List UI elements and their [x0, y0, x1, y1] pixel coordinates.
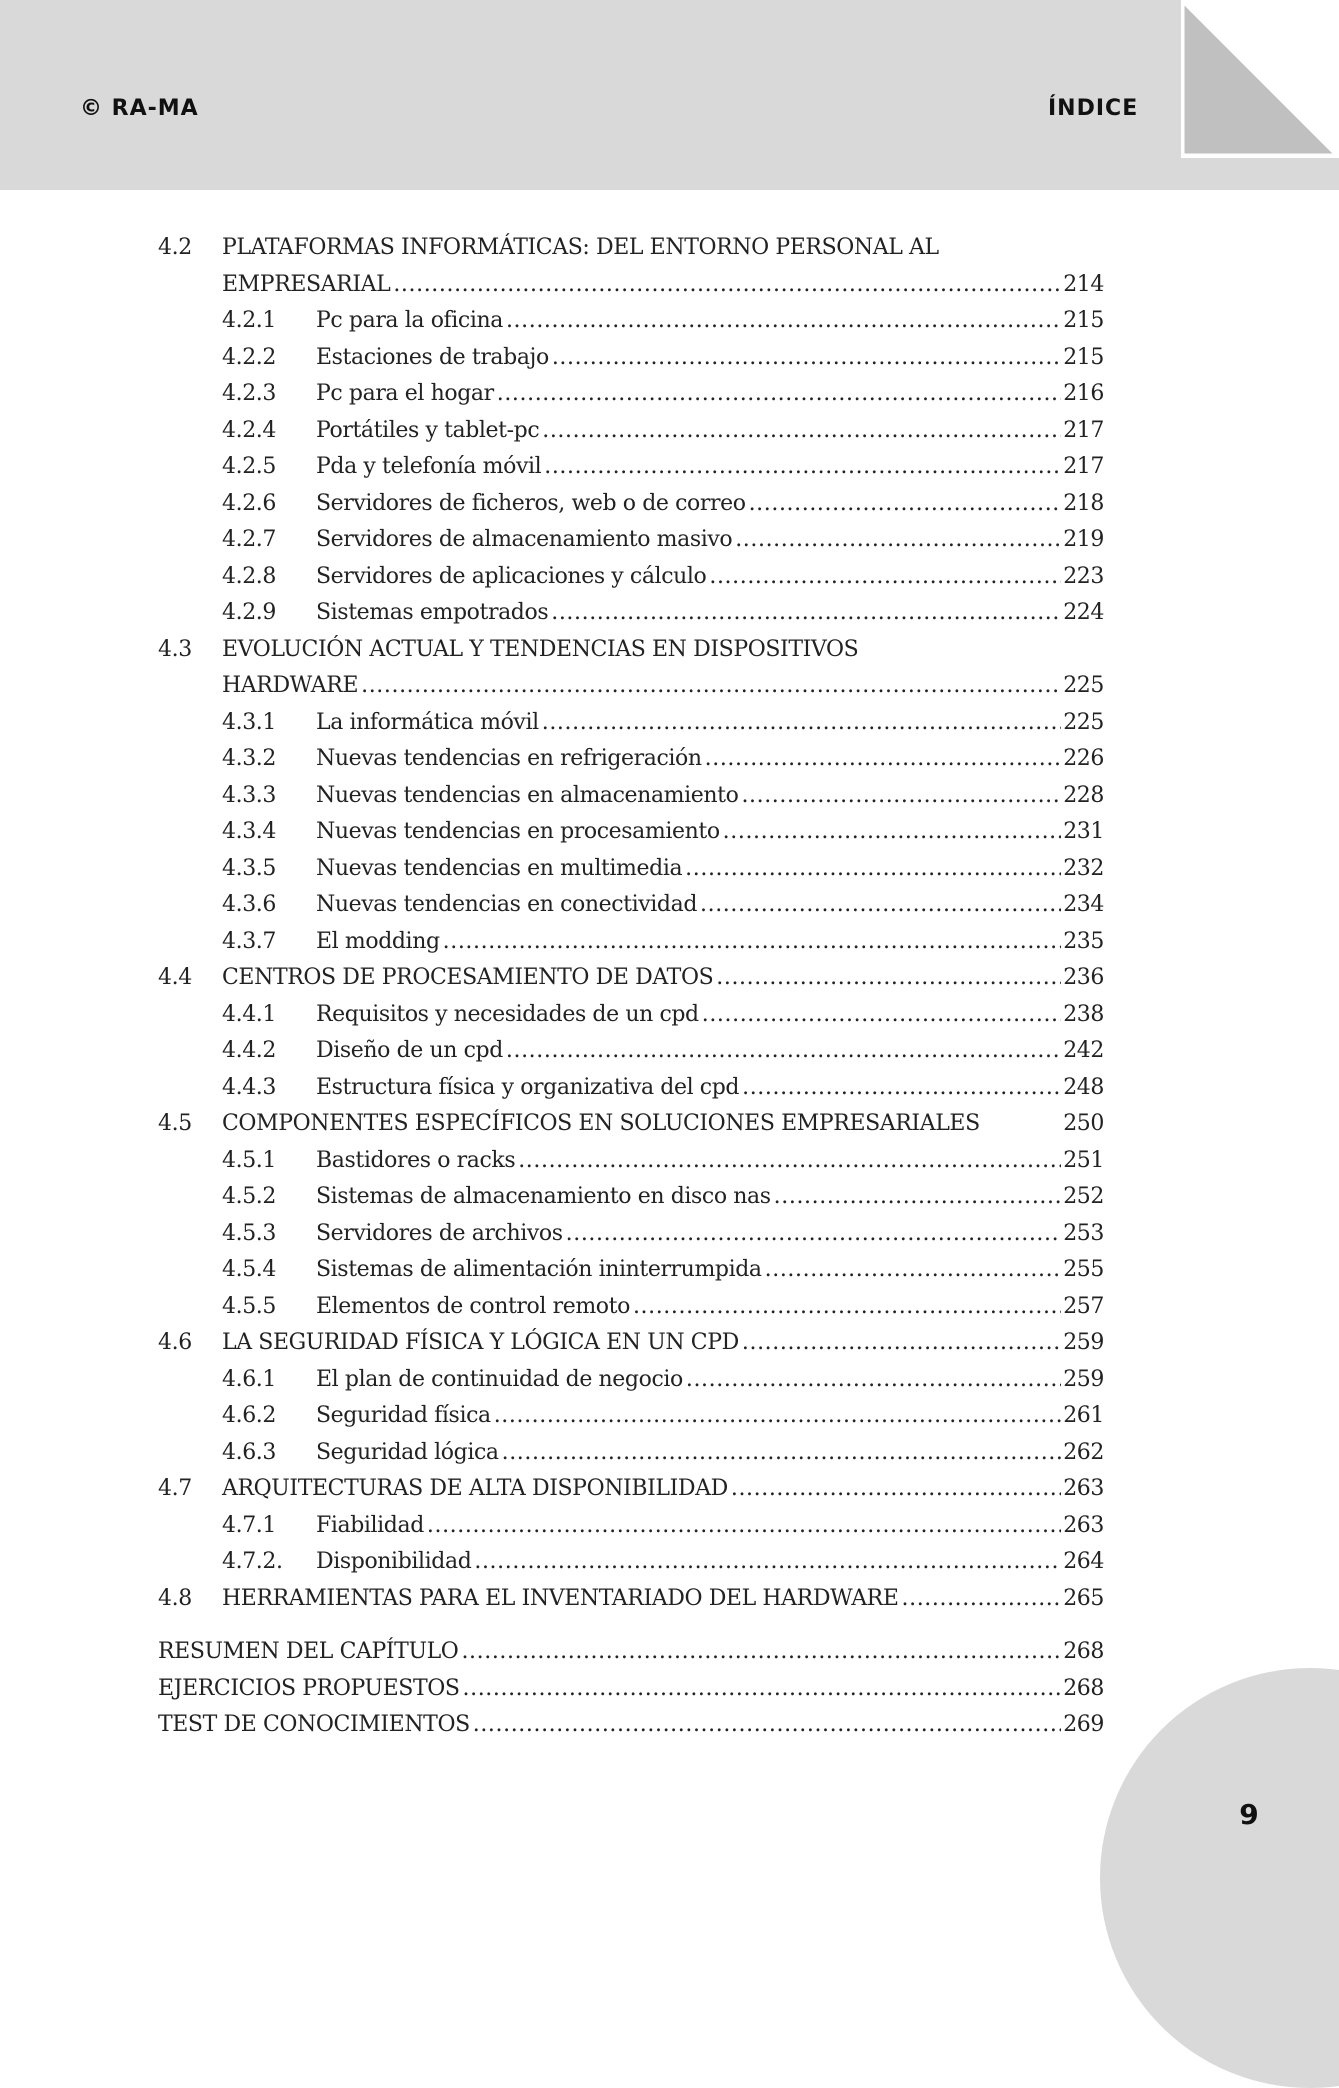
toc-entry-title: Nuevas tendencias en refrigeración — [316, 746, 702, 771]
toc-entry-number: 4.4 — [158, 965, 192, 990]
toc-entry-page: 218 — [1063, 490, 1104, 516]
toc-entry-page: 263 — [1063, 1476, 1104, 1501]
toc-entry-title: Seguridad lógica — [316, 1439, 499, 1465]
toc-entry-page: 268 — [1063, 1675, 1104, 1701]
toc-dot-leader — [902, 1581, 1062, 1618]
toc-entry-title: Nuevas tendencias en almacenamiento — [316, 782, 739, 808]
toc-entry — [158, 1508, 1104, 1545]
toc-dot-leader — [463, 1671, 1062, 1708]
toc-entry-title: Requisitos y necesidades de un cpd — [316, 1001, 699, 1027]
toc-entry-title: Pc para la oficina — [316, 308, 503, 333]
toc-entry-page: 255 — [1063, 1257, 1104, 1282]
toc-entry — [158, 486, 1104, 523]
toc-entry-page: 225 — [1063, 709, 1104, 735]
toc-dot-leader — [542, 705, 1061, 742]
toc-entry-page: 215 — [1063, 308, 1104, 333]
toc-entry-page: 252 — [1063, 1184, 1104, 1209]
toc-dot-leader — [686, 1362, 1061, 1399]
toc-entry — [158, 1471, 1104, 1508]
toc-entry — [158, 997, 1104, 1034]
toc-entry-number: 4.6.2 — [222, 1403, 276, 1428]
toc-entry-page: 253 — [1063, 1220, 1104, 1246]
toc-entry-page: 259 — [1063, 1366, 1104, 1392]
toc-entry-title: RESUMEN DEL CAPÍTULO — [158, 1639, 459, 1664]
toc-entry — [158, 522, 1104, 559]
toc-entry — [158, 413, 1104, 450]
toc-entry-title: Estaciones de trabajo — [316, 344, 549, 370]
toc-entry-number: 4.3.1 — [222, 709, 276, 735]
toc-entry-page: 231 — [1063, 819, 1104, 844]
toc-entry — [158, 1435, 1104, 1472]
toc-entry-number: 4.7 — [158, 1476, 192, 1501]
toc-dot-leader — [502, 1435, 1062, 1472]
toc-entry-page: 217 — [1063, 454, 1104, 479]
toc-entry-number: 4.4.3 — [222, 1074, 276, 1100]
toc-dot-leader — [518, 1143, 1061, 1180]
toc-entry — [158, 1289, 1104, 1326]
toc-entry — [158, 595, 1104, 632]
toc-entry-number: 4.2.7 — [222, 527, 276, 552]
toc-entry-number: 4.5 — [158, 1111, 192, 1136]
toc-entry-number: 4.2.9 — [222, 600, 276, 625]
toc-entry-title: Nuevas tendencias en multimedia — [316, 855, 683, 881]
toc-entry-number: 4.2.4 — [222, 417, 276, 443]
toc-entry-title: Disponibilidad — [316, 1549, 472, 1574]
toc-entry-number: 4.7.2. — [222, 1549, 283, 1574]
toc-entry-page: 262 — [1063, 1439, 1104, 1465]
toc-dot-leader — [473, 1707, 1061, 1744]
toc-entry-page: 263 — [1063, 1512, 1104, 1538]
toc-entry-title: Elementos de control remoto — [316, 1293, 630, 1319]
toc-dot-leader — [506, 1033, 1061, 1070]
toc-dot-leader — [542, 413, 1061, 450]
toc-entry-number: 4.8 — [158, 1585, 192, 1611]
toc-entry — [158, 1033, 1104, 1070]
toc-entry-title: Nuevas tendencias en conectividad — [316, 892, 698, 917]
toc-entry-title: Estructura física y organizativa del cpd — [316, 1074, 740, 1100]
toc-dot-leader — [709, 559, 1061, 596]
toc-entry — [158, 1216, 1104, 1253]
toc-entry-title: HERRAMIENTAS PARA EL INVENTARIADO DEL HARDWARE — [222, 1585, 899, 1611]
toc-entry — [158, 230, 1104, 267]
toc-entry-number: 4.5.3 — [222, 1220, 276, 1246]
toc-entry-number: 4.2.6 — [222, 490, 276, 516]
toc-entry — [158, 741, 1104, 778]
toc-entry-page: 238 — [1063, 1001, 1104, 1027]
toc-entry-number: 4.4.1 — [222, 1001, 276, 1027]
toc-entry-page: 216 — [1063, 381, 1104, 406]
toc-entry — [158, 1544, 1104, 1581]
toc-entry — [158, 1362, 1104, 1399]
toc-dot-leader — [765, 1252, 1062, 1289]
toc-entry — [158, 960, 1104, 997]
toc-entry-number: 4.3 — [158, 636, 192, 662]
toc-entry-title: TEST DE CONOCIMIENTOS — [158, 1712, 470, 1737]
toc-entry-title: Sistemas de almacenamiento en disco nas — [316, 1184, 771, 1209]
toc-entry-page: 225 — [1063, 673, 1104, 698]
toc-entry-page: 259 — [1063, 1330, 1104, 1355]
toc-dot-leader — [544, 449, 1061, 486]
toc-dot-leader — [497, 376, 1061, 413]
toc-entry — [158, 851, 1104, 888]
toc-entry — [158, 1707, 1104, 1744]
toc-entry-title: Sistemas de alimentación ininterrumpida — [316, 1257, 762, 1282]
toc-entry-number: 4.3.2 — [222, 746, 276, 771]
toc-entry-page: 261 — [1063, 1403, 1104, 1428]
toc-entry — [158, 1252, 1104, 1289]
toc-entry-title: Servidores de archivos — [316, 1220, 563, 1246]
toc-entry — [158, 449, 1104, 486]
toc-entry — [158, 1398, 1104, 1435]
toc-entry — [158, 303, 1104, 340]
toc-entry-title: Sistemas empotrados — [316, 600, 549, 625]
toc-entry-page: 236 — [1063, 965, 1104, 990]
toc-dot-leader — [741, 778, 1061, 815]
toc-entry-title: El modding — [316, 928, 440, 954]
toc-entry-page: 234 — [1063, 892, 1104, 917]
toc-entry-page: 268 — [1063, 1639, 1104, 1664]
toc-entry-number: 4.7.1 — [222, 1512, 276, 1538]
toc-entry-title: ARQUITECTURAS DE ALTA DISPONIBILIDAD — [222, 1476, 728, 1501]
toc-entry-number: 4.6.1 — [222, 1366, 276, 1392]
toc-dot-leader — [749, 486, 1062, 523]
toc-entry-title: Pc para el hogar — [316, 381, 494, 406]
toc-dot-leader — [506, 303, 1061, 340]
table-of-contents — [158, 230, 1104, 1744]
toc-entry-page: 232 — [1063, 855, 1104, 881]
toc-entry-number: 4.3.7 — [222, 928, 276, 954]
toc-entry-page: 265 — [1063, 1585, 1104, 1611]
toc-entry — [158, 340, 1104, 377]
toc-entry — [158, 1143, 1104, 1180]
toc-entry-page: 250 — [1063, 1111, 1104, 1136]
toc-entry-page: 215 — [1063, 344, 1104, 370]
toc-entry-number: 4.4.2 — [222, 1038, 276, 1063]
running-header-publisher: © RA-MA — [80, 96, 199, 121]
toc-dot-leader — [716, 960, 1061, 997]
toc-entry-page: 217 — [1063, 417, 1104, 443]
header-band — [0, 0, 1339, 190]
toc-entry-number: 4.5.1 — [222, 1147, 276, 1173]
toc-entry-page: 248 — [1063, 1074, 1104, 1100]
toc-entry — [158, 1581, 1104, 1618]
toc-entry — [158, 1106, 1104, 1143]
toc-dot-leader — [393, 267, 1061, 304]
toc-entry-number: 4.2 — [158, 235, 192, 260]
toc-entry — [158, 705, 1104, 742]
toc-entry-number: 4.6.3 — [222, 1439, 276, 1465]
toc-dot-leader — [427, 1508, 1061, 1545]
toc-entry-title: EVOLUCIÓN ACTUAL Y TENDENCIAS EN DISPOSITIVOS — [222, 636, 859, 662]
toc-entry-number: 4.3.5 — [222, 855, 276, 881]
toc-entry-page: 223 — [1063, 563, 1104, 589]
toc-entry-title: PLATAFORMAS INFORMÁTICAS: DEL ENTORNO PERSONAL AL — [222, 235, 939, 260]
toc-entry-title: Portátiles y tablet-pc — [316, 417, 540, 443]
toc-dot-leader — [742, 1070, 1061, 1107]
toc-entry-title: La informática móvil — [316, 709, 539, 735]
toc-dot-leader — [723, 814, 1062, 851]
toc-entry-title: El plan de continuidad de negocio — [316, 1366, 683, 1392]
toc-entry — [158, 267, 1104, 304]
toc-entry-number: 4.3.6 — [222, 892, 276, 917]
toc-entry-page: 224 — [1063, 600, 1104, 625]
toc-entry — [158, 778, 1104, 815]
toc-entry — [158, 376, 1104, 413]
toc-entry-title: CENTROS DE PROCESAMIENTO DE DATOS — [222, 965, 714, 990]
toc-entry-page: 264 — [1063, 1549, 1104, 1574]
toc-entry-number: 4.2.5 — [222, 454, 276, 479]
toc-entry-title: Servidores de aplicaciones y cálculo — [316, 563, 707, 589]
toc-dot-leader — [443, 924, 1062, 961]
toc-entry — [158, 1325, 1104, 1362]
toc-entry-number: 4.6 — [158, 1330, 192, 1355]
toc-entry-title: Seguridad física — [316, 1403, 491, 1428]
toc-entry — [158, 632, 1104, 669]
toc-dot-leader — [551, 595, 1061, 632]
toc-entry-title: LA SEGURIDAD FÍSICA Y LÓGICA EN UN CPD — [222, 1330, 739, 1355]
toc-entry-title: Nuevas tendencias en procesamiento — [316, 819, 720, 844]
toc-entry — [158, 668, 1104, 705]
toc-dot-leader — [731, 1471, 1061, 1508]
toc-dot-leader — [494, 1398, 1061, 1435]
toc-dot-leader — [361, 668, 1061, 705]
toc-entry-title: EMPRESARIAL — [222, 271, 391, 297]
toc-entry — [158, 814, 1104, 851]
toc-entry — [158, 1070, 1104, 1107]
toc-dot-leader — [700, 887, 1061, 924]
toc-entry — [158, 1671, 1104, 1708]
toc-entry-title: Bastidores o racks — [316, 1147, 516, 1173]
toc-entry-page: 228 — [1063, 782, 1104, 808]
toc-dot-leader — [461, 1634, 1061, 1671]
toc-entry-number: 4.5.4 — [222, 1257, 276, 1282]
toc-entry-page: 226 — [1063, 746, 1104, 771]
toc-dot-leader — [705, 741, 1062, 778]
running-header-section: ÍNDICE — [1048, 96, 1139, 121]
toc-entry-page: 219 — [1063, 527, 1104, 552]
toc-entry — [158, 559, 1104, 596]
toc-entry-number: 4.2.2 — [222, 344, 276, 370]
toc-entry-number: 4.2.1 — [222, 308, 276, 333]
toc-entry-number: 4.2.3 — [222, 381, 276, 406]
toc-dot-leader — [566, 1216, 1062, 1253]
toc-dot-leader — [702, 997, 1061, 1034]
toc-entry-title: Servidores de almacenamiento masivo — [316, 527, 733, 552]
toc-entry — [158, 1634, 1104, 1671]
toc-dot-leader — [552, 340, 1061, 377]
toc-entry-title: Diseño de un cpd — [316, 1038, 503, 1063]
toc-dot-leader — [685, 851, 1061, 888]
toc-entry-page: 269 — [1063, 1712, 1104, 1737]
toc-entry-title: Fiabilidad — [316, 1512, 424, 1538]
toc-dot-leader — [742, 1325, 1061, 1362]
page-corner-fold — [1181, 0, 1339, 158]
toc-entry-page: 242 — [1063, 1038, 1104, 1063]
toc-entry — [158, 1179, 1104, 1216]
toc-dot-leader — [474, 1544, 1061, 1581]
toc-entry-page: 235 — [1063, 928, 1104, 954]
toc-entry-number: 4.2.8 — [222, 563, 276, 589]
toc-dot-leader — [735, 522, 1061, 559]
toc-entry — [158, 887, 1104, 924]
page-number: 9 — [1239, 1798, 1259, 1831]
page-number-circle — [1100, 1668, 1339, 2088]
toc-entry — [158, 924, 1104, 961]
toc-entry-number: 4.5.5 — [222, 1293, 276, 1319]
toc-entry-number: 4.5.2 — [222, 1184, 276, 1209]
toc-entry-page: 214 — [1063, 271, 1104, 297]
toc-entry-number: 4.3.3 — [222, 782, 276, 808]
toc-entry-title: EJERCICIOS PROPUESTOS — [158, 1675, 460, 1701]
toc-entry-number: 4.3.4 — [222, 819, 276, 844]
toc-dot-leader — [774, 1179, 1062, 1216]
toc-entry-page: 257 — [1063, 1293, 1104, 1319]
toc-entry-title: HARDWARE — [222, 673, 359, 698]
toc-entry-page: 251 — [1063, 1147, 1104, 1173]
toc-dot-leader — [633, 1289, 1061, 1326]
toc-entry-title: Servidores de ficheros, web o de correo — [316, 490, 746, 516]
toc-entry-title: COMPONENTES ESPECÍFICOS EN SOLUCIONES EMPRESARIALES — [222, 1111, 980, 1136]
toc-entry-title: Pda y telefonía móvil — [316, 454, 542, 479]
